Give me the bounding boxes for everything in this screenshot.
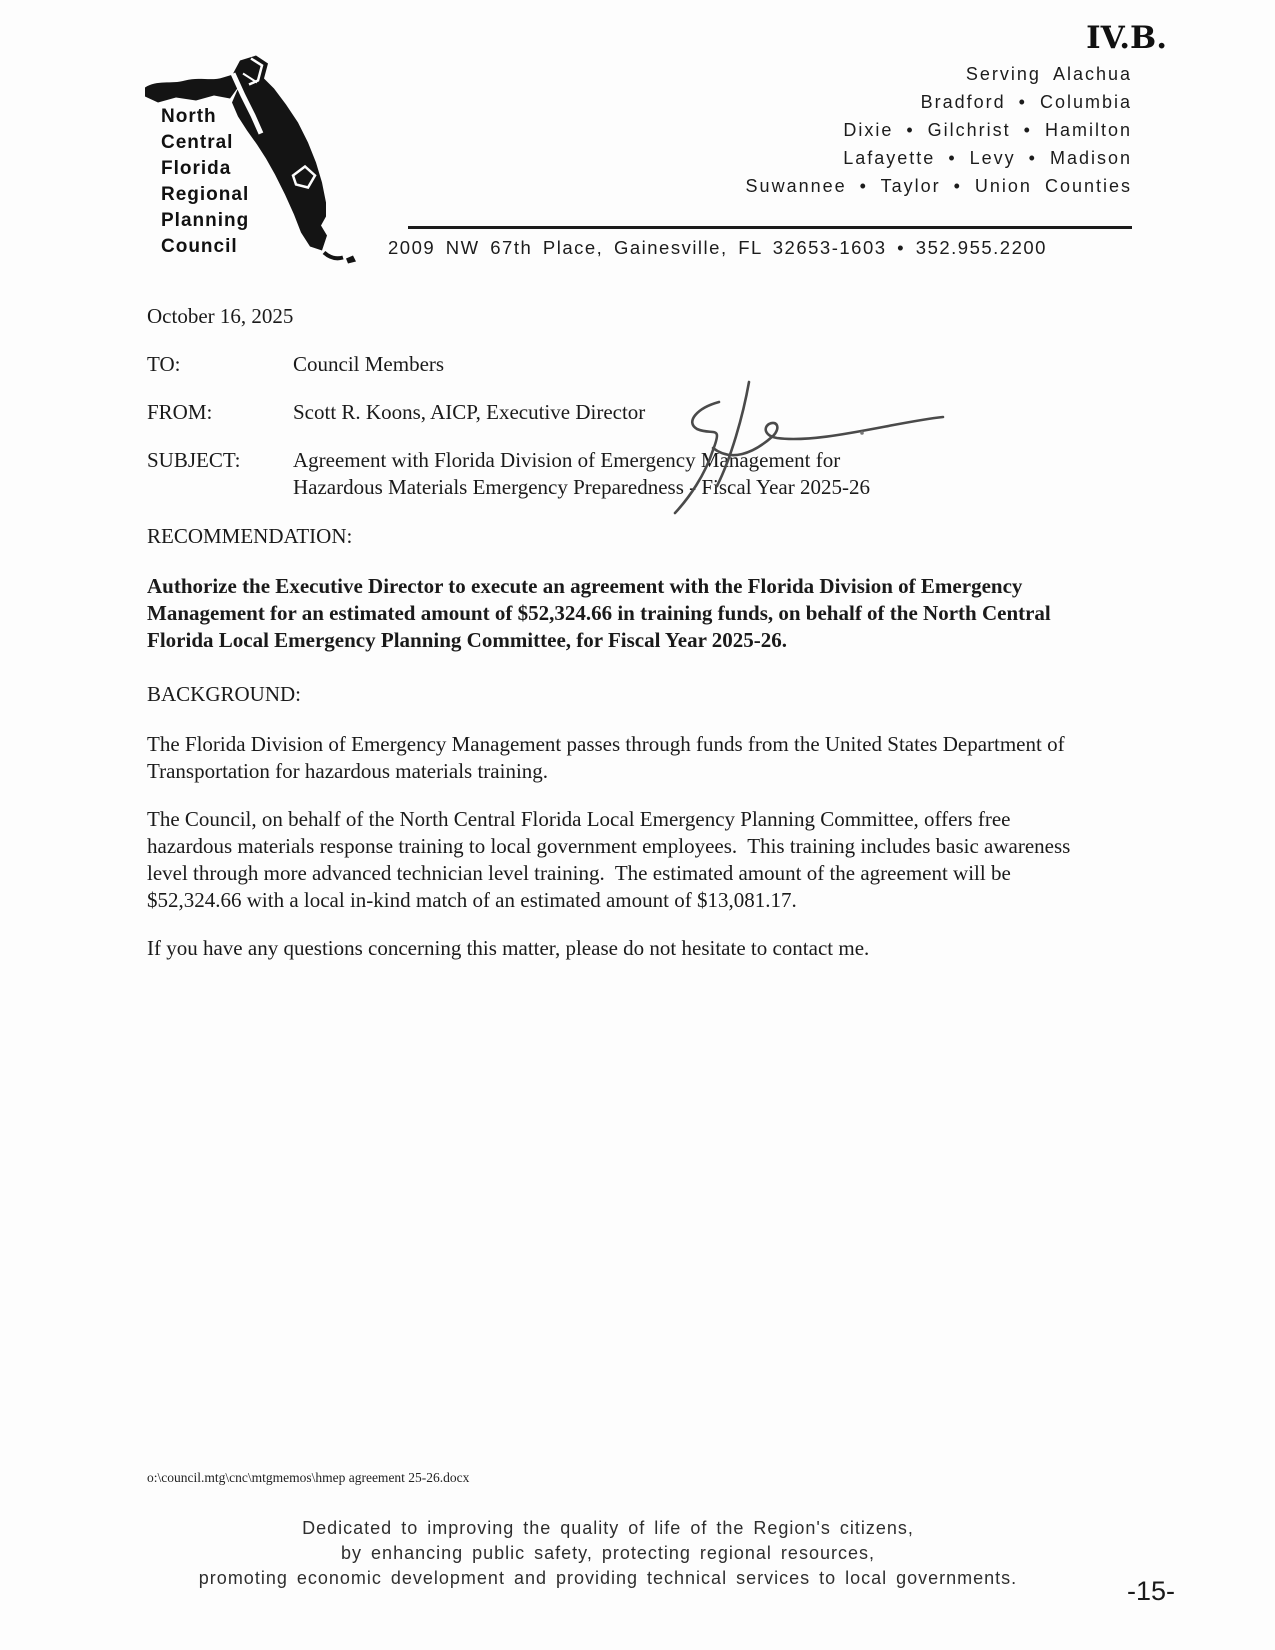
from-value: Scott R. Koons, AICP, Executive Director xyxy=(293,400,646,424)
serving-line: Dixie • Gilchrist • Hamilton xyxy=(843,120,1132,140)
subject-line-2: Hazardous Materials Emergency Preparedness - Fiscal Year 2025-26 xyxy=(293,475,870,499)
document-file-path: o:\council.mtg\cnc\mtgmemos\hmep agreement 25-26.docx xyxy=(147,1470,470,1485)
motto-line: Dedicated to improving the quality of life of the Region's citizens, xyxy=(302,1518,914,1538)
agenda-item-number: IV.B. xyxy=(1086,20,1167,56)
subject-line-1: Agreement with Florida Division of Emergency Management for xyxy=(293,448,841,472)
background-heading: BACKGROUND: xyxy=(147,682,302,706)
serving-line: Lafayette • Levy • Madison xyxy=(843,148,1132,168)
background-paragraph-2: The Council, on behalf of the North Central Florida Local Emergency Planning Committee, offers free hazardous materials response training to local government employees. This training includes basic awareness level through more advanced technician level training. The estimated amount of the agreement will be $52,324.66 with a local in-kind match of an estimated amount of $13,081.17. xyxy=(147,807,1076,912)
logo-line: Council xyxy=(161,236,238,257)
to-value: Council Members xyxy=(293,352,445,376)
motto-line: by enhancing public safety, protecting regional resources, xyxy=(341,1543,875,1563)
serving-line: Serving Alachua xyxy=(965,64,1132,84)
closing-line: If you have any questions concerning this matter, please do not hesitate to contact me. xyxy=(147,936,870,960)
logo-line: Central xyxy=(161,132,234,153)
memo-body xyxy=(147,303,1092,983)
council-logo-wordmark xyxy=(161,104,249,260)
logo-line: Regional xyxy=(161,184,250,205)
recommendation-text: Authorize the Executive Director to execute an agreement with the Florida Division of Emergency Management for an estimated amount of $52,324.66 in training funds, on behalf of the North Central Florida Local Emergency Planning Committee, for Fiscal Year 2025-26. xyxy=(147,574,1057,652)
memo-date: October 16, 2025 xyxy=(147,304,294,328)
recommendation-heading: RECOMMENDATION: xyxy=(147,524,353,548)
serving-counties-list xyxy=(746,60,1132,200)
to-label: TO: xyxy=(147,352,181,376)
council-address: 2009 NW 67th Place, Gainesville, FL 32653-1603 • 352.955.2200 xyxy=(388,237,1047,258)
council-logo xyxy=(143,52,363,267)
background-paragraph-1: The Florida Division of Emergency Management passes through funds from the United States Department of Transportation for hazardous materials training. xyxy=(147,732,1070,783)
from-label: FROM: xyxy=(147,400,213,424)
serving-line: Bradford • Columbia xyxy=(920,92,1132,112)
logo-line: Florida xyxy=(161,158,232,179)
logo-line: North xyxy=(161,106,217,127)
serving-line: Suwannee • Taylor • Union Counties xyxy=(745,176,1132,196)
logo-line: Planning xyxy=(161,210,250,231)
memo-field-from xyxy=(147,399,1092,426)
memo-field-subject xyxy=(147,447,1092,501)
memo-field-to xyxy=(147,351,1092,378)
footer-motto xyxy=(0,1516,1216,1591)
subject-label: SUBJECT: xyxy=(147,448,241,472)
subject-value xyxy=(293,447,1092,501)
header-divider xyxy=(408,226,1132,229)
page-number: -15- xyxy=(1126,1576,1175,1606)
motto-line: promoting economic development and providing technical services to local governments. xyxy=(198,1568,1018,1588)
